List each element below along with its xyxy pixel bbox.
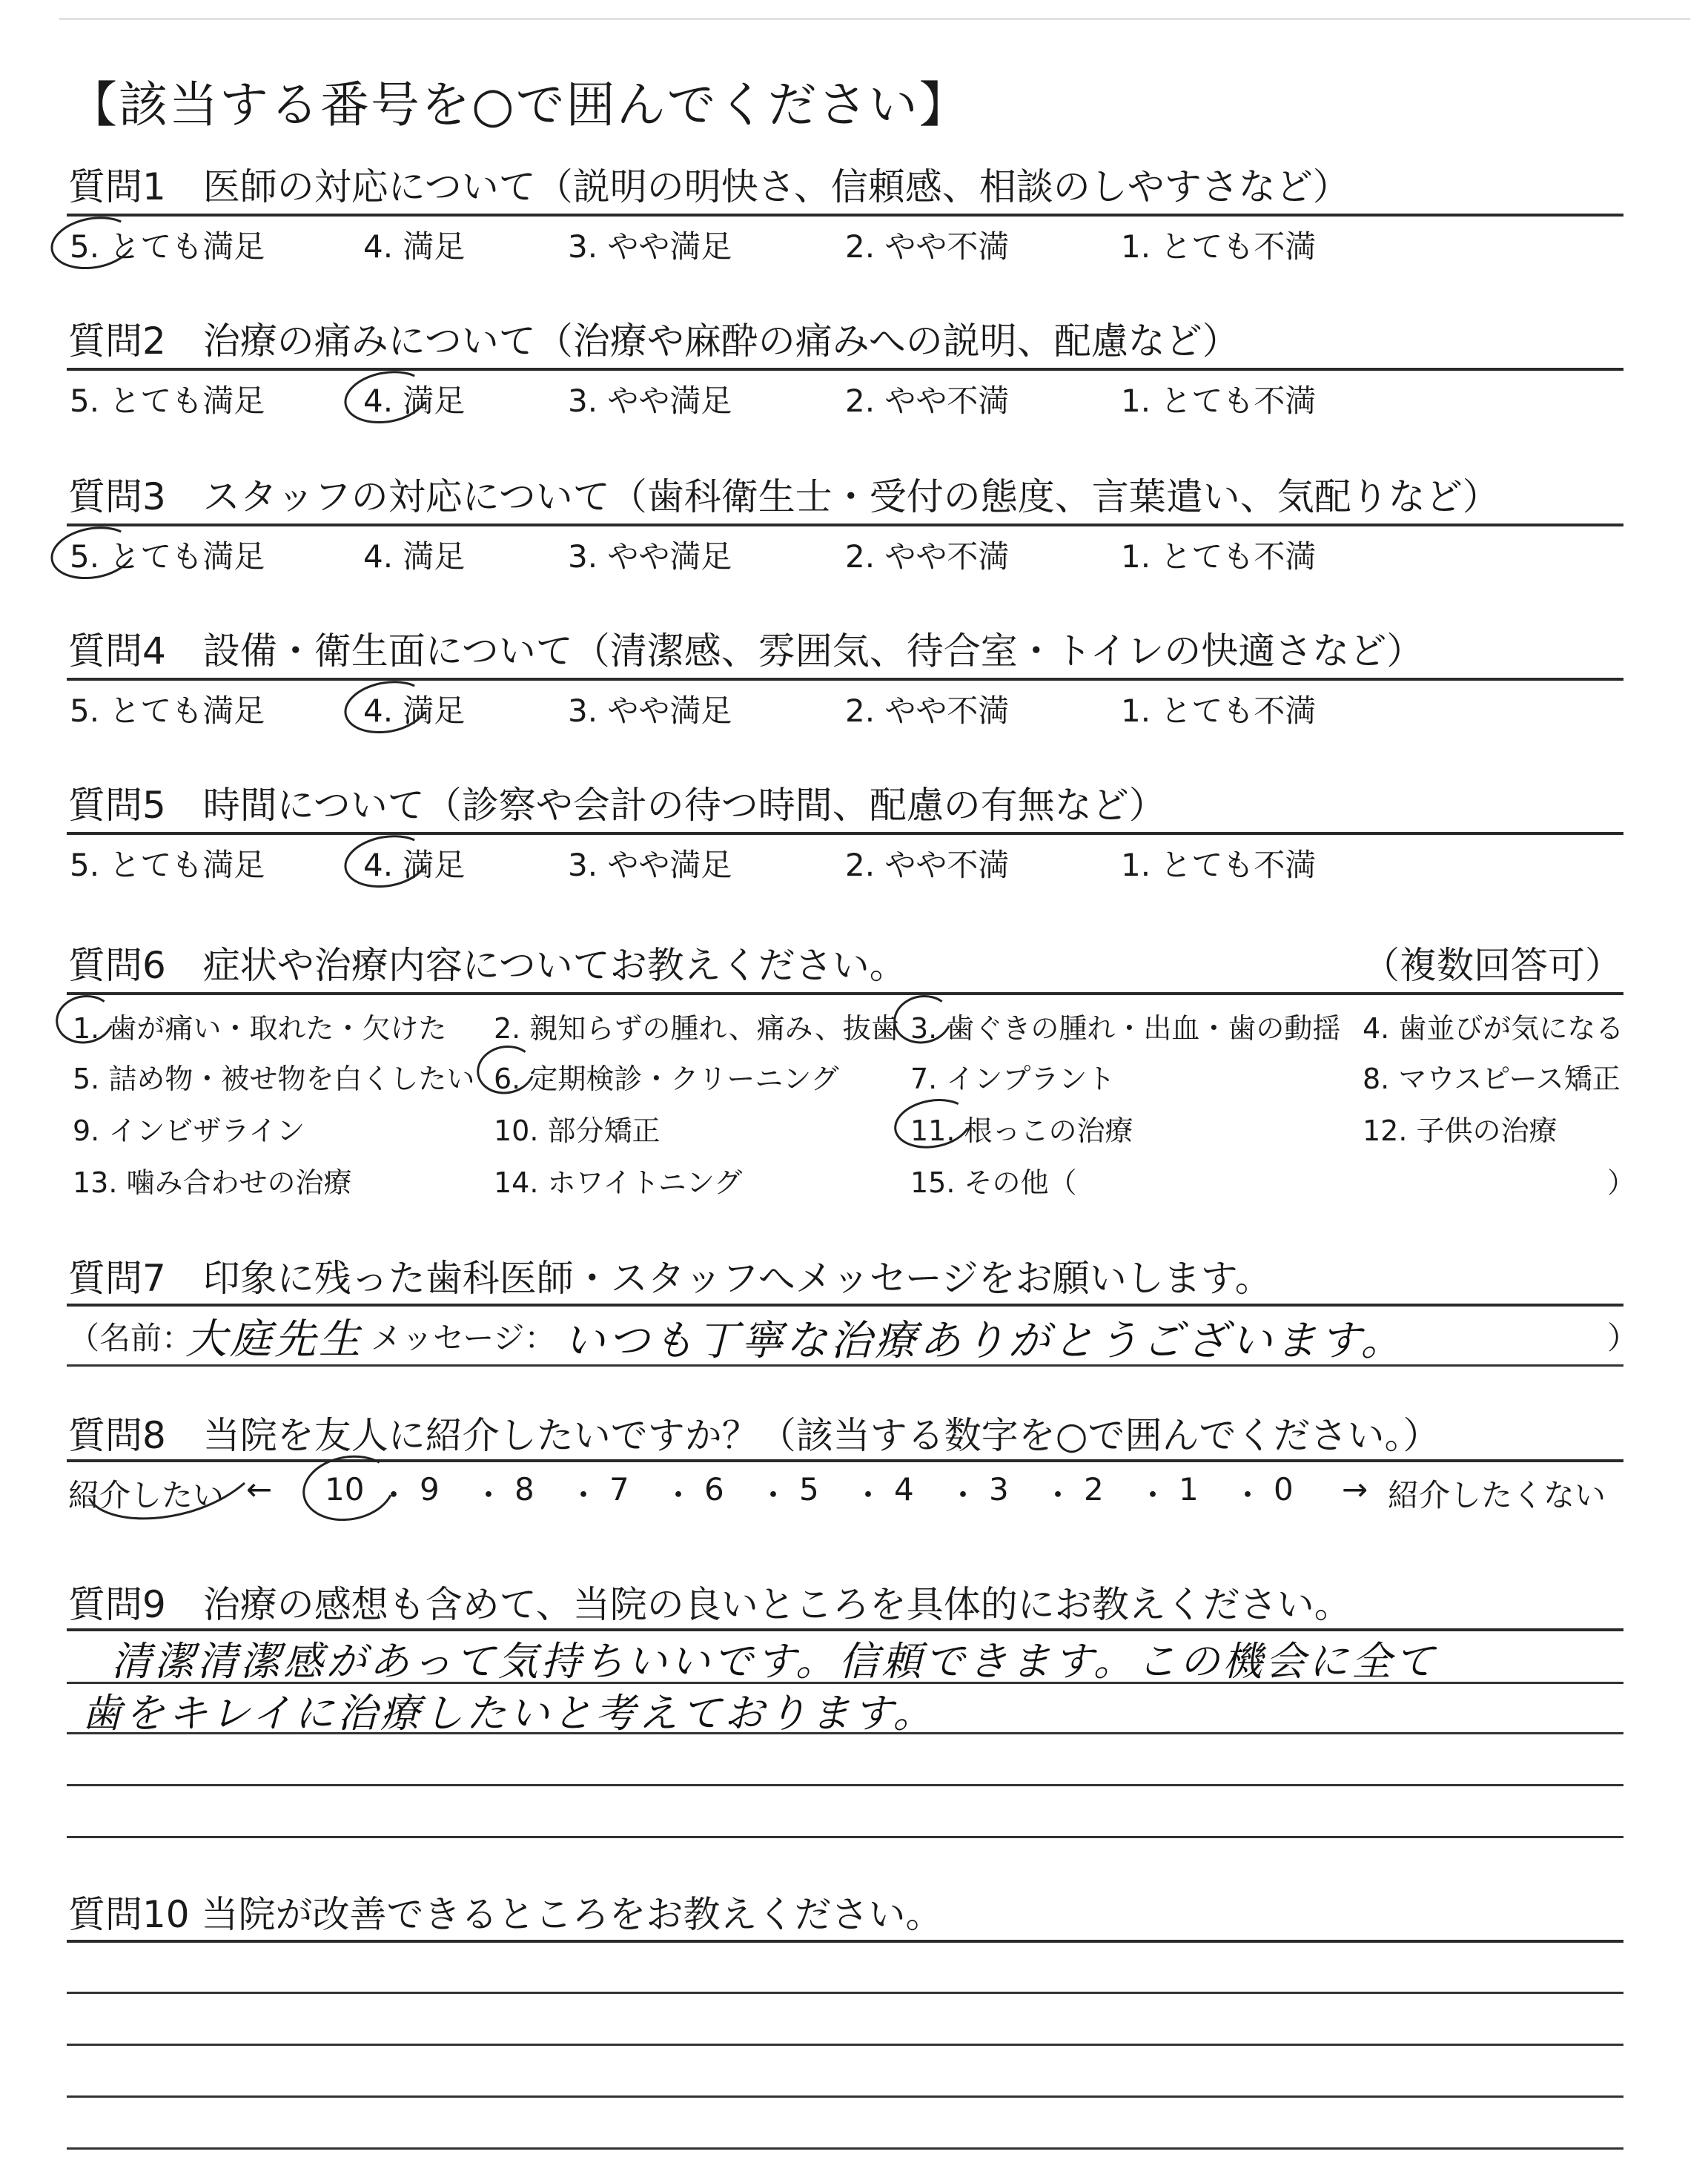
q3-option-3[interactable]: 3. やや満足 (568, 538, 732, 575)
q8-scale-1[interactable]: 1 (1179, 1471, 1199, 1507)
q6-option-2[interactable]: 2. 親知らずの腫れ、痛み、抜歯 (494, 1012, 899, 1045)
page-header: 【該当する番号を○で囲んでください】 (68, 76, 970, 133)
q8-scale-dot: ・ (947, 1477, 979, 1513)
q5-option-1[interactable]: 1. とても不満 (1121, 847, 1317, 883)
q1-rule (67, 214, 1623, 217)
q2-option-2[interactable]: 2. やや不満 (845, 383, 1010, 419)
q8-left-scribble (74, 1453, 252, 1535)
q8-scale-dot: ・ (1232, 1477, 1264, 1513)
q6-option-4[interactable]: 4. 歯並びが気になる (1363, 1012, 1624, 1045)
q8-scale-7[interactable]: 7 (609, 1471, 629, 1507)
q2-rule (67, 368, 1623, 371)
q9-line-4 (67, 1784, 1623, 1786)
q8-scale-3[interactable]: 3 (989, 1471, 1009, 1507)
q7-title: 質問7 印象に残った歯科医師・スタッフへメッセージをお願いします。 (68, 1257, 1272, 1300)
q8-title: 質問8 当院を友人に紹介したいですか？（該当する数字を○で囲んでください。） (68, 1414, 1440, 1457)
top-edge-line (59, 18, 1690, 20)
q5-selected-circle (341, 833, 430, 888)
q3-rule (67, 524, 1623, 526)
q9-answer-line-1[interactable]: 清潔清潔感があって気持ちいいです。信頼できます。この機会に全て (111, 1638, 1437, 1685)
q4-option-4[interactable]: 4. 満足 (363, 693, 466, 729)
q7-message-value[interactable]: いつも丁寧な治療ありがとうございます。 (563, 1317, 1406, 1365)
q3-option-5[interactable]: 5. とても満足 (70, 538, 265, 575)
q8-scale-dot: ・ (1042, 1477, 1074, 1513)
q3-option-1[interactable]: 1. とても不満 (1121, 538, 1317, 575)
q8-scale-2[interactable]: 2 (1084, 1471, 1104, 1507)
q8-scale-dot: ・ (1137, 1477, 1169, 1513)
q4-rule (67, 678, 1623, 681)
q2-option-1[interactable]: 1. とても不満 (1121, 383, 1317, 419)
q2-selected-circle (341, 369, 430, 424)
q6-option-11[interactable]: 11. 根っこの治療 (910, 1114, 1133, 1147)
q4-option-1[interactable]: 1. とても不満 (1121, 693, 1317, 729)
q6-note: （複数回答可） (1363, 944, 1622, 987)
q6-option-6[interactable]: 6. 定期検診・クリーニング (494, 1063, 839, 1095)
q6-option-9[interactable]: 9. インビザライン (73, 1114, 305, 1147)
q5-option-2[interactable]: 2. やや不満 (845, 847, 1010, 883)
q5-rule (67, 832, 1623, 835)
q4-selected-circle (341, 679, 430, 734)
q1-option-4[interactable]: 4. 満足 (363, 228, 466, 265)
q8-scale-dot: ・ (473, 1477, 505, 1513)
q1-selected-circle (47, 215, 136, 270)
q3-option-2[interactable]: 2. やや不満 (845, 538, 1010, 575)
q6-option-15[interactable]: 15. その他（ (910, 1166, 1077, 1199)
q10-line-2 (67, 1992, 1623, 1994)
q6-selected-circle-1 (53, 995, 116, 1047)
q3-title: 質問3 スタッフの対応について（歯科衛生士・受付の態度、言葉遣い、気配りなど） (68, 475, 1500, 518)
q7-name-label: （名前： (68, 1320, 193, 1356)
q9-answer-line-2[interactable]: 歯をキレイに治療したいと考えております。 (82, 1690, 936, 1737)
q1-option-3[interactable]: 3. やや満足 (568, 228, 732, 265)
q2-option-4[interactable]: 4. 満足 (363, 383, 466, 419)
q8-scale-dot: ・ (853, 1477, 884, 1513)
q8-right-arrow: → (1342, 1471, 1368, 1507)
q9-title: 質問9 治療の感想も含めて、当院の良いところを具体的にお教えください。 (68, 1583, 1351, 1626)
q6-option-1[interactable]: 1. 歯が痛い・取れた・欠けた (73, 1012, 447, 1045)
q7-name-value[interactable]: 大庭先生 (185, 1315, 363, 1364)
q10-line-4 (67, 2095, 1623, 2098)
q8-scale-dot: ・ (378, 1477, 410, 1513)
q3-option-4[interactable]: 4. 満足 (363, 538, 466, 575)
q8-scale-dot: ・ (758, 1477, 790, 1513)
q2-option-3[interactable]: 3. やや満足 (568, 383, 732, 419)
q3-selected-circle (47, 525, 136, 580)
q9-line-3 (67, 1732, 1623, 1734)
q10-title: 質問10 当院が改善できるところをお教えください。 (68, 1893, 943, 1936)
q7-close: ） (1607, 1320, 1639, 1356)
q6-selected-circle-11 (891, 1097, 973, 1149)
q6-option-14[interactable]: 14. ホワイトニング (494, 1166, 743, 1199)
q6-option-8[interactable]: 8. マウスピース矯正 (1363, 1063, 1621, 1095)
q1-option-1[interactable]: 1. とても不満 (1121, 228, 1317, 265)
q8-scale-8[interactable]: 8 (514, 1471, 534, 1507)
q6-selected-circle-3 (891, 995, 953, 1047)
q8-selected-circle (299, 1455, 396, 1523)
q9-line-5 (67, 1836, 1623, 1838)
q1-option-2[interactable]: 2. やや不満 (845, 228, 1010, 265)
q10-rule (67, 1940, 1623, 1943)
q4-title: 質問4 設備・衛生面について（清潔感、雰囲気、待合室・トイレの快適さなど） (68, 630, 1424, 673)
q6-title: 質問6 症状や治療内容についてお教えください。 (68, 944, 907, 987)
q4-option-3[interactable]: 3. やや満足 (568, 693, 732, 729)
q7-message-label: メッセージ： (371, 1320, 556, 1356)
q10-line-5 (67, 2147, 1623, 2150)
q8-left-arrow: ← (246, 1471, 273, 1507)
q1-title: 質問1 医師の対応について（説明の明快さ、信頼感、相談のしやすさなど） (68, 165, 1350, 208)
q8-scale-4[interactable]: 4 (894, 1471, 914, 1507)
q5-option-3[interactable]: 3. やや満足 (568, 847, 732, 883)
q5-option-4[interactable]: 4. 満足 (363, 847, 466, 883)
q8-scale-dot: ・ (663, 1477, 695, 1513)
q8-scale-5[interactable]: 5 (799, 1471, 819, 1507)
q8-scale-dot: ・ (568, 1477, 600, 1513)
q10-line-3 (67, 2044, 1623, 2046)
q2-option-5[interactable]: 5. とても満足 (70, 383, 265, 419)
q6-selected-circle-6 (474, 1046, 537, 1097)
q8-scale-6[interactable]: 6 (704, 1471, 724, 1507)
q1-option-5[interactable]: 5. とても満足 (70, 228, 265, 265)
q5-option-5[interactable]: 5. とても満足 (70, 847, 265, 883)
q6-option-12[interactable]: 12. 子供の治療 (1363, 1114, 1558, 1147)
q6-option-5[interactable]: 5. 詰め物・被せ物を白くしたい (73, 1063, 475, 1095)
q6-option-16: ） (1607, 1166, 1636, 1199)
q4-option-5[interactable]: 5. とても満足 (70, 693, 265, 729)
q8-scale-0[interactable]: 0 (1274, 1471, 1294, 1507)
q6-option-10[interactable]: 10. 部分矯正 (494, 1114, 661, 1147)
q8-left-label: 紹介したい (68, 1477, 225, 1513)
q5-title: 質問5 時間について（診察や会計の待つ時間、配慮の有無など） (68, 784, 1166, 827)
q2-title: 質問2 治療の痛みについて（治療や麻酔の痛みへの説明、配慮など） (68, 320, 1239, 363)
q4-option-2[interactable]: 2. やや不満 (845, 693, 1010, 729)
q6-rule (67, 992, 1623, 995)
q8-scale-9[interactable]: 9 (420, 1471, 440, 1507)
q8-scale-10[interactable]: 10 (325, 1471, 365, 1507)
q8-right-label: 紹介したくない (1388, 1477, 1606, 1513)
q7-answer-line (67, 1364, 1623, 1367)
q6-option-13[interactable]: 13. 噛み合わせの治療 (73, 1166, 352, 1199)
q6-option-7[interactable]: 7. インプラント (910, 1063, 1116, 1095)
q6-option-3[interactable]: 3. 歯ぐきの腫れ・出血・歯の動揺 (910, 1012, 1341, 1045)
